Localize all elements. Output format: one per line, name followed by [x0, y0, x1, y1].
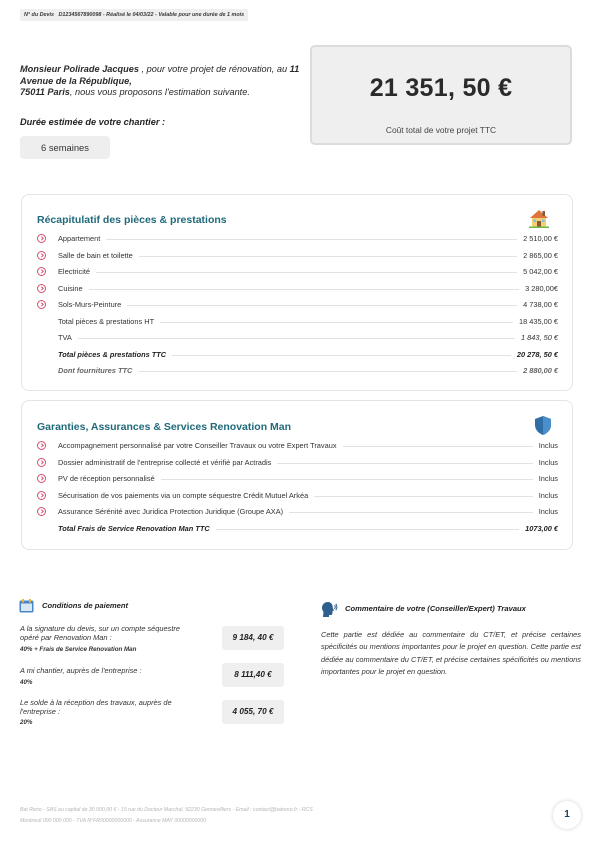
recap-fournitures-label: Dont fournitures TTC — [58, 365, 138, 377]
garanties-row-value: Inclus — [533, 506, 558, 518]
devis-label: N° du Devis — [24, 12, 55, 18]
devis-number: D1234567890098 — [58, 12, 102, 18]
recap-row — [37, 250, 558, 262]
garanties-row — [37, 506, 558, 518]
garanties-row-value: Inclus — [533, 473, 558, 485]
address-city: 75011 Paris — [20, 87, 70, 98]
recap-total-ttc-row — [37, 349, 558, 361]
recap-card — [21, 194, 573, 391]
garanties-row-label: PV de réception personnalisé — [58, 473, 161, 485]
chevron-right-icon — [37, 458, 46, 467]
duration-label: Durée estimée de votre chantier : — [20, 117, 166, 127]
recap-total-ttc-value: 20 278, 50 € — [511, 349, 558, 361]
footer — [20, 805, 313, 827]
payment-sub: 20% — [20, 719, 33, 726]
recap-subtotal-row — [37, 316, 558, 328]
total-caption: Coût total de votre projet TTC — [385, 125, 497, 135]
address-street: 11 Avenue de la République, — [20, 64, 300, 86]
recap-row-value: 4 738,00 € — [517, 299, 558, 311]
chevron-right-icon — [37, 267, 46, 276]
intro-text-2: , nous vous proposons l'estimation suivante. — [69, 87, 250, 98]
garanties-total-row — [37, 523, 558, 535]
payment-amount: 8 111,40 € — [222, 663, 284, 687]
garanties-row-label: Dossier administratif de l'entreprise collecté et vérifié par Actradis — [58, 457, 277, 469]
payment-label: A mi chantier, auprès de l'entreprise : — [20, 666, 142, 675]
footer-line-2: Montreuil 000 000 000 - TVA N°FR00000000000 - Assurance MAY 00000000000 — [20, 818, 207, 824]
client-name: Monsieur Polirade Jacques — [20, 64, 139, 74]
garanties-card — [21, 400, 573, 550]
duration-value: 6 semaines — [20, 136, 110, 159]
recap-title: Récapitulatif des pièces & prestations — [37, 214, 227, 226]
devis-info-strip — [20, 9, 248, 21]
garanties-row — [37, 473, 558, 485]
garanties-row — [37, 490, 558, 502]
garanties-total-label: Total Frais de Service Renovation Man TTC — [58, 523, 216, 535]
recap-row-value: 3 280,00€ — [519, 283, 558, 295]
chevron-right-icon — [37, 284, 46, 293]
recap-tva-row — [37, 332, 558, 344]
payment-amount: 4 055, 70 € — [222, 700, 284, 724]
recap-row — [37, 283, 558, 295]
house-icon — [528, 207, 550, 229]
devis-date: - Réalisé le 04/03/22 - Valable pour une durée de 1 mois — [102, 12, 245, 18]
recap-row — [37, 266, 558, 278]
payment-sub: 40% — [20, 679, 33, 686]
comment-title: Commentaire de votre (Conseiller/Expert) Travaux — [345, 604, 526, 613]
calendar-icon — [19, 599, 34, 613]
recap-row-label: Electricité — [58, 266, 96, 278]
recap-fournitures-value: 2 880,00 € — [517, 365, 558, 377]
recap-subtotal-value: 18 435,00 € — [513, 316, 558, 328]
recap-row-value: 2 510,00 € — [517, 233, 558, 245]
garanties-row — [37, 440, 558, 452]
garanties-row-value: Inclus — [533, 490, 558, 502]
total-box — [310, 45, 572, 145]
payment-title: Conditions de paiement — [42, 601, 129, 610]
garanties-row-label: Accompagnement personnalisé par votre Conseiller Travaux ou votre Expert Travaux — [58, 440, 343, 452]
speaking-head-icon — [320, 600, 338, 618]
recap-row-label: Sols-Murs-Peinture — [58, 299, 127, 311]
footer-line-1: Bat Reno - SAS au capital de 30 000,00 € - 15 rue du Docteur Marchal, 92230 Gennevilliers - Email : contact@batreno.fr - RCS — [20, 807, 313, 813]
recap-total-ttc-label: Total pièces & prestations TTC — [58, 349, 172, 361]
recap-row-label: Appartement — [58, 233, 106, 245]
garanties-title: Garanties, Assurances & Services Renovation Man — [37, 421, 292, 433]
chevron-right-icon — [37, 441, 46, 450]
recap-tva-value: 1 843, 50 € — [515, 332, 558, 344]
recap-row — [37, 299, 558, 311]
recap-tva-label: TVA — [58, 332, 78, 344]
chevron-right-icon — [37, 491, 46, 500]
page-number: 1 — [553, 801, 581, 829]
intro-text-1: , pour votre projet de rénovation, au — [138, 64, 290, 74]
shield-icon — [534, 415, 552, 436]
comment-body: Cette partie est dédiée au commentaire du CT/ET, et précise certaines spécificités ou mentions importantes pour le projet en question. Cette partie est dédiée au commentaire du CT/ET, et précise certaines spécificités ou mentions importantes pour le projet en question. — [321, 630, 581, 676]
payment-label: A la signature du devis, sur un compte séquestre opéré par Renovation Man : — [20, 624, 180, 643]
recap-subtotal-label: Total pièces & prestations HT — [58, 316, 160, 328]
chevron-right-icon — [37, 251, 46, 260]
chevron-right-icon — [37, 234, 46, 243]
recap-fournitures-row — [37, 365, 558, 377]
total-amount: 21 351, 50 € — [369, 74, 513, 102]
payment-amount: 9 184, 40 € — [222, 626, 284, 650]
garanties-row-value: Inclus — [533, 440, 558, 452]
garanties-total-value: 1073,00 € — [519, 523, 558, 535]
recap-row-label: Cuisine — [58, 283, 89, 295]
garanties-row-label: Sécurisation de vos paiements via un compte séquestre Crédit Mutuel Arkéa — [58, 490, 314, 502]
garanties-row-label: Assurance Sérénité avec Juridica Protection Juridique (Groupe AXA) — [58, 506, 289, 518]
garanties-row-value: Inclus — [533, 457, 558, 469]
chevron-right-icon — [37, 474, 46, 483]
recap-row-label: Salle de bain et toilette — [58, 250, 139, 262]
recap-row-value: 5 042,00 € — [517, 266, 558, 278]
chevron-right-icon — [37, 300, 46, 309]
intro-paragraph — [20, 64, 305, 99]
garanties-row — [37, 457, 558, 469]
payment-sub: 40% + Frais de Service Renovation Man — [20, 646, 137, 653]
chevron-right-icon — [37, 507, 46, 516]
recap-row — [37, 233, 558, 245]
payment-label: Le solde à la réception des travaux, auprès de l'entreprise : — [20, 698, 172, 717]
recap-row-value: 2 865,00 € — [517, 250, 558, 262]
